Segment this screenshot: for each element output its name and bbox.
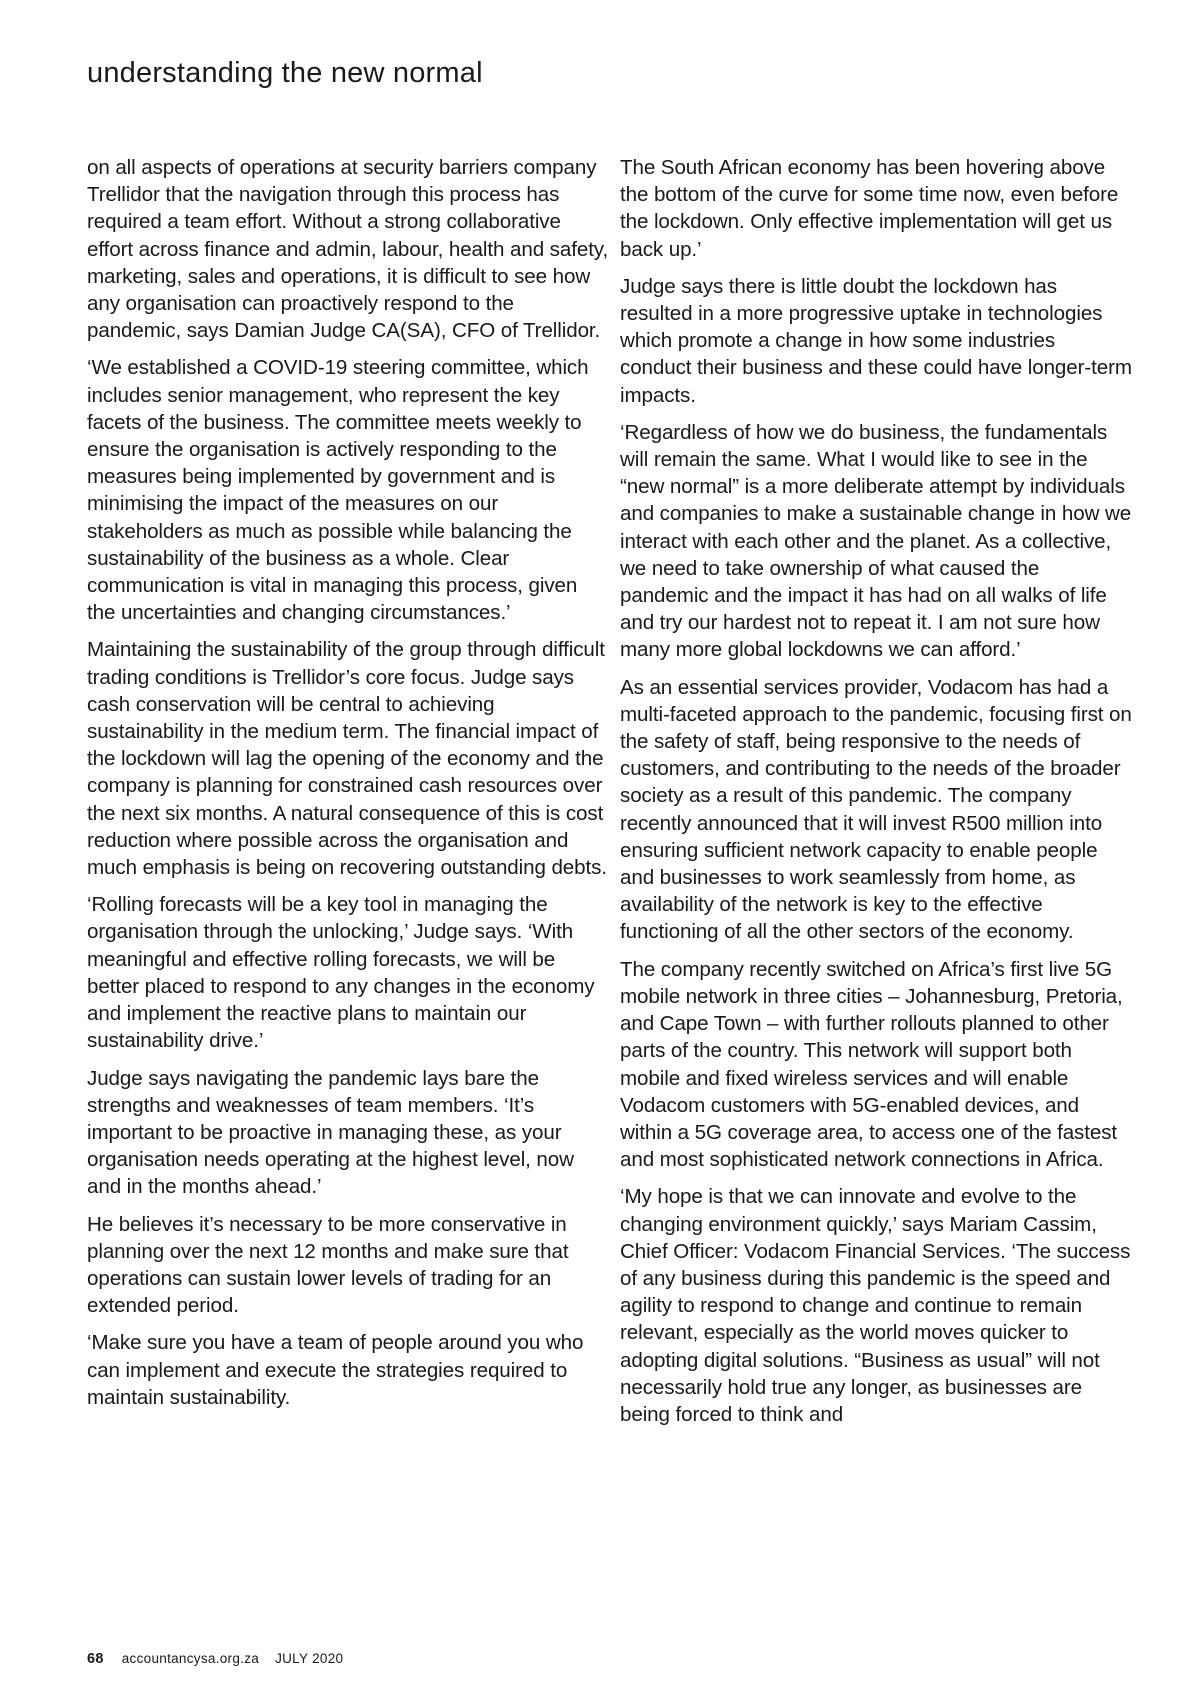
paragraph: ‘Regardless of how we do business, the fundamentals will remain the same. What I would like to see in the “new normal” is a more deliberate attempt by individuals and companies to make a sustainable change in how we interact with each other and the planet. As a collective, we need to take ownership of what caused the pandemic and the impact it has had on all walks of life and try our hardest not to repeat it. I am not sure how many more global lockdowns we can afford.’ [620,420,1132,662]
paragraph: As an essential services provider, Vodacom has had a multi-faceted approach to the pandemic, focusing first on the safety of staff, being responsive to the needs of customers, and contributing to the needs of the broader society as a result of this pandemic. The company recently announced that it will invest R500 million into ensuring sufficient network capacity to enable people and businesses to work seamlessly from home, as availability of the network is key to the effective functioning of all the other sectors of the economy. [620,675,1132,944]
footer-website: accountancysa.org.za [121,1651,260,1666]
article-column-right [620,154,1132,1438]
paragraph: The South African economy has been hovering above the bottom of the curve for some time now, even before the lockdown. Only effective implementation will get us back up.’ [620,156,1119,261]
paragraph: Judge says navigating the pandemic lays bare the strengths and weaknesses of team members. ‘It’s important to be proactive in managing these, as your organisation needs operating at the highest level, now and in the months ahead.’ [87,1066,574,1199]
article-column-left [87,154,609,1421]
paragraph: on all aspects of operations at security barriers company Trellidor that the navigation through this process has required a team effort. Without a strong collaborative effort across finance and admin, labour, health and safety, marketing, sales and operations, it is difficult to see how any organisation can proactively respond to the pandemic, says Damian Judge CA(SA), CFO of Trellidor. [87,156,609,343]
footer-issue-date: JULY 2020 [275,1651,344,1666]
paragraph: The company recently switched on Africa’s first live 5G mobile network in three cities – Johannesburg, Pretoria, and Cape Town – with further rollouts planned to other parts of the country. This network will support both mobile and fixed wireless services and will enable Vodacom customers with 5G-enabled devices, and within a 5G coverage area, to access one of the fastest and most sophisticated network connections in Africa. [620,957,1123,1172]
paragraph: He believes it’s necessary to be more conservative in planning over the next 12 months and make sure that operations can sustain lower levels of trading for an extended period. [87,1212,569,1318]
section-header: understanding the new normal [87,57,483,89]
paragraph: ‘Rolling forecasts will be a key tool in managing the organisation through the unlocking,’ Judge says. ‘With meaningful and effective rolling forecasts, we will be better placed to respond to any changes in the economy and implement the reactive plans to maintain our sustainability drive.’ [87,893,595,1053]
page-footer [87,1651,343,1667]
page-number: 68 [87,1651,104,1667]
paragraph: ‘My hope is that we can innovate and evolve to the changing environment quickly,’ says Mariam Cassim, Chief Officer: Vodacom Financial Services. ‘The success of any business during this pandemic is the speed and agility to respond to change and continue to remain relevant, especially as the world moves quicker to adopting digital solutions. “Business as usual” will not necessarily hold true any longer, as businesses are being forced to think and [620,1185,1131,1426]
paragraph: ‘Make sure you have a team of people around you who can implement and execute the strategies required to maintain sustainability. [87,1331,584,1409]
paragraph: Maintaining the sustainability of the group through difficult trading conditions is Trellidor’s core focus. Judge says cash conservation will be central to achieving sustainability in the medium term. The financial impact of the lockdown will lag the opening of the economy and the company is planning for constrained cash resources over the next six months. A natural consequence of this is cost reduction where possible across the organisation and much emphasis is being on recovering outstanding debts. [87,638,607,880]
paragraph: Judge says there is little doubt the lockdown has resulted in a more progressive uptake in technologies which promote a change in how some industries conduct their business and these could have longer-term impacts. [620,274,1132,407]
paragraph: ‘We established a COVID-19 steering committee, which includes senior management, who represent the key facets of the business. The committee meets weekly to ensure the organisation is actively responding to the measures being implemented by government and is minimising the impact of the measures on our stakeholders as much as possible while balancing the sustainability of the business as a whole. Clear communication is vital in managing this process, given the uncertainties and changing circumstances.’ [87,356,589,625]
